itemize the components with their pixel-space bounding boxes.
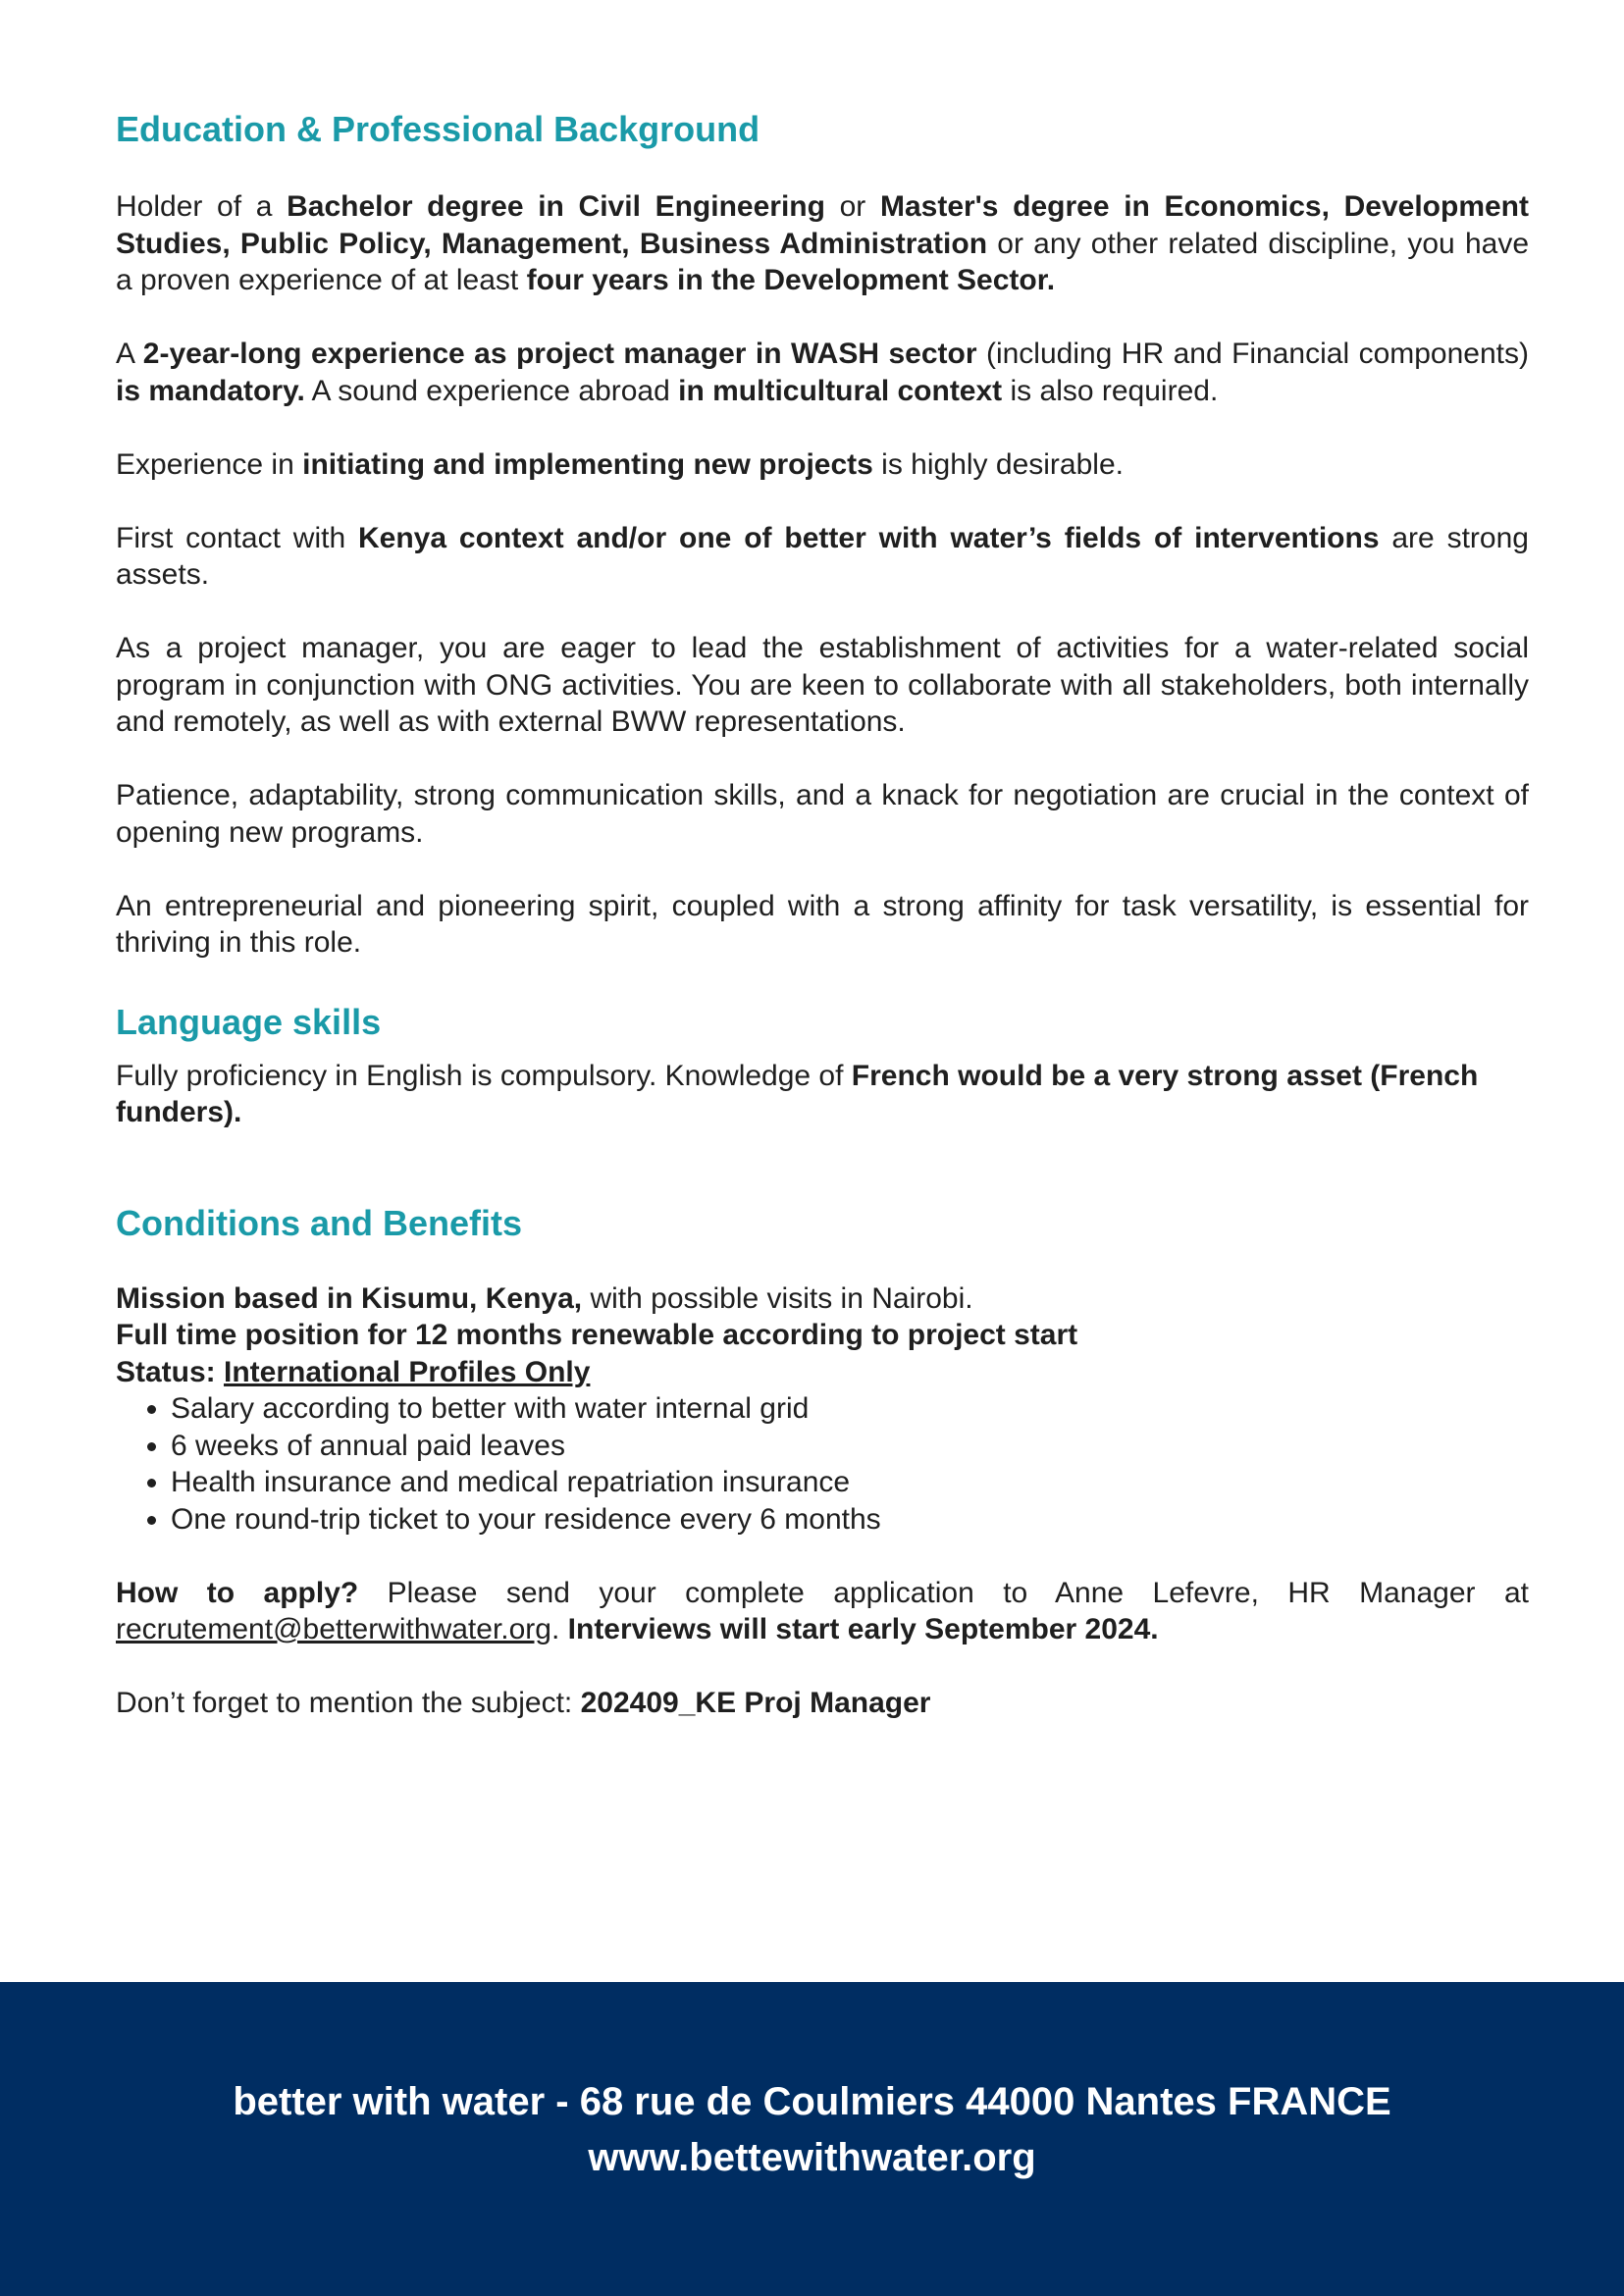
mission-location: Mission based in Kisumu, Kenya, with possible visits in Nairobi.: [116, 1281, 973, 1315]
list-item: • 6 weeks of annual paid leaves: [171, 1428, 1529, 1465]
section-title-education: Education & Professional Background: [116, 109, 760, 149]
language-paragraph: Fully proficiency in English is compulsory. Knowledge of French would be a very strong asset (French funders).: [116, 1059, 1479, 1128]
section-title-conditions: Conditions and Benefits: [116, 1202, 522, 1243]
document-body: [116, 108, 1529, 1722]
education-paragraph-2: A 2-year-long experience as project manager in WASH sector (including HR and Financial components) is mandatory. A sound experience abroad in multicultural context is also required.: [116, 338, 1529, 407]
education-paragraph-3: Experience in initiating and implementing new projects is highly desirable.: [116, 447, 1124, 481]
position-duration: Full time position for 12 months renewable according to project start: [116, 1319, 1078, 1351]
list-item: • Salary according to better with water internal grid: [171, 1390, 1529, 1428]
section-title-language: Language skills: [116, 1001, 382, 1042]
footer-website[interactable]: www.bettewithwater.org: [588, 2136, 1036, 2179]
list-item: • Health insurance and medical repatriation insurance: [171, 1464, 1529, 1501]
education-paragraph-5: As a project manager, you are eager to lead the establishment of activities for a water-related social program in conjunction with ONG activities. You are keen to collaborate with all stakeholders, both internally and remotely, as well as with external BWW representations.: [116, 632, 1529, 738]
footer: [0, 1982, 1624, 2296]
education-paragraph-1: Holder of a Bachelor degree in Civil Engineering or Master's degree in Economics, Development Studies, Public Policy, Management, Business Administration or any other related discipline, you have a proven experience of at least four years in the Development Sector.: [116, 190, 1529, 296]
email-link[interactable]: recrutement@betterwithwater.org: [116, 1613, 551, 1645]
education-paragraph-6: Patience, adaptability, strong communication skills, and a knack for negotiation are crucial in the context of opening new programs.: [116, 779, 1529, 849]
status-line: Status: International Profiles Only: [116, 1355, 591, 1388]
footer-address: better with water - 68 rue de Coulmiers 44000 Nantes FRANCE: [233, 2080, 1391, 2123]
list-item: • One round-trip ticket to your residence every 6 months: [171, 1501, 1529, 1539]
benefits-list: [116, 1390, 1529, 1538]
education-paragraph-4: First contact with Kenya context and/or one of better with water’s fields of interventions are strong assets.: [116, 521, 1529, 591]
subject-line: Don’t forget to mention the subject: 202409_KE Proj Manager: [116, 1687, 931, 1719]
apply-paragraph: How to apply? Please send your complete application to Anne Lefevre, HR Manager at recrutement@betterwithwater.org. Interviews will start early September 2024.: [116, 1576, 1529, 1645]
education-paragraph-7: An entrepreneurial and pioneering spirit, coupled with a strong affinity for task versatility, is essential for thriving in this role.: [116, 889, 1529, 959]
